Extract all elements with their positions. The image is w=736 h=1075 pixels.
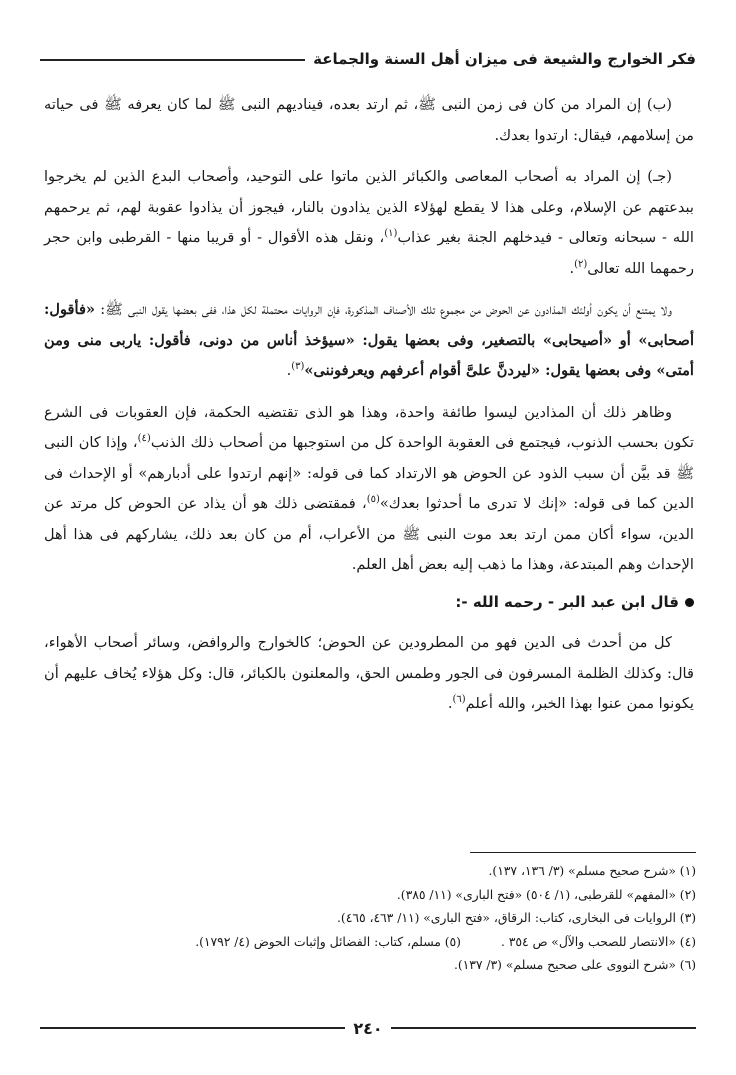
footnote-separator	[470, 852, 696, 853]
paragraph-j: (جـ) إن المراد به أصحاب المعاصى والكبائر الذين ماتوا على التوحيد، وأصحاب البدع الذين لم يخرجوا ببدعتهم عن الإسلام، وعلى هذا لا يقطع لهؤلاء الذين يذادون بالنار، فيجوز أن يذادوا عقوبة لهم، ثم يرحمهم الله - سبحانه وتعالى - فيدخلهم الجنة بغير عذاب$^{(١)}$، ونقل هذه الأقوال - أو قريبا منها - القرطبى وابن حجر رحمهما الله تعالى$^{(٢)}$.	[44, 168, 694, 277]
footnote-4: (٤) «الانتصار للصحب والآل» ص ٣٥٤ .	[500, 934, 696, 949]
footnote-5: (٥) مسلم، كتاب: الفضائل وإثبات الحوض (٤/ ١٧٩٢).	[195, 934, 461, 949]
paragraph-3: ولا يمتنع أن يكون أولئك المذادون عن الحوض من مجموع تلك الأصناف المذكورة، فإن الروايات محتملة لكل هذا، ففى بعضها يقول النبى ﷺ: «فأقول: أصحابى» أو «أصيحابى» بالتصغير، وفى بعضها يقول: «سيؤخذ أناس من دونى، فأقول: ياربى منى ومن أمتى» وفى بعضها يقول: «ليردنَّ علىَّ أقوام أعرفهم ويعرفوننى»$^{(٣)}$.	[44, 301, 694, 379]
footnotes	[44, 860, 696, 978]
footnote-2: (٢) «المفهم» للقرطبى، (١/ ٥٠٤) «فتح البارى» (١١/ ٣٨٥).	[396, 887, 696, 902]
paragraph-4: وظاهر ذلك أن المذادين ليسوا طائفة واحدة، وهذا هو الذى تقتضيه الحكمة، فإن العقوبات فى الشرع تكون بحسب الذنوب، فيجتمع فى العقوبة الواحدة كل من استوجبها من أصحاب ذلك الذنب$^{(٤)}$، وإذا كان النبى ﷺ قد بيَّن أن سبب الذود عن الحوض هو الارتداد كما فى قوله: «إنهم ارتدوا على أدبارهم» أو الإحداث فى الدين كما فى قوله: «إنك لا تدرى ما أحدثوا بعدك»$^{(٥)}$، فمقتضى ذلك هو أن يذاد عن الحوض كل مرتد عن الدين، سواء أكان ممن ارتد بعد موت النبى ﷺ من الأعراب، أم من كان بعد ذلك، يشاركهم فى هذا أهل الإحداث وهم المبتدعة، وهذا ما ذهب إليه بعض أهل العلم.	[44, 403, 694, 573]
page-number: ٢٤٠	[353, 1018, 383, 1038]
header-rule	[40, 59, 305, 61]
paragraph-b: (ب) إن المراد من كان فى زمن النبى ﷺ، ثم ارتد بعده، فيناديهم النبى ﷺ لما كان يعرفه ﷺ فى حياته من إسلامهم، فيقال: ارتدوا بعدك.	[44, 96, 694, 144]
paragraph-5: كل من أحدث فى الدين فهو من المطرودين عن الحوض؛ كالخوارج والروافض، وسائر أصحاب الأهواء، قال: وكذلك الظلمة المسرفون فى الجور وطمس الحق، والمعلنون بالكبائر، قال: وكل هؤلاء يُخاف عليهم أن يكونوا ممن عنوا بهذا الخبر، والله أعلم$^{(٦)}$.	[44, 634, 694, 712]
footer-rule-right	[391, 1027, 696, 1029]
footnote-row-4-5	[44, 931, 696, 955]
header-title: فكر الخوارج والشيعة فى ميزان أهل السنة والجماعة	[313, 50, 696, 68]
footnote-ref-2: (٢)	[574, 258, 588, 270]
main-text	[44, 90, 694, 731]
footnote-ref-4: (٤)	[137, 433, 151, 445]
footnote-ref-5: (٥)	[366, 494, 380, 506]
footnote-ref-6: (٦)	[452, 694, 466, 706]
footnote-1: (١) «شرح صحيح مسلم» (٣/ ١٣٦، ١٣٧).	[488, 864, 696, 878]
footnote-3: (٣) الروايات فى البخارى، كتاب: الرقاق، «فتح البارى» (١١/ ٤٦٣، ٤٦٥).	[337, 911, 696, 926]
section-heading: قال ابن عبد البر - رحمه الله -:	[44, 587, 694, 618]
running-header	[40, 46, 696, 72]
hadith-quote: «فأقول: أصحابى» أو «أصيحابى» بالتصغير، وفى بعضها يقول: «سيؤخذ أناس من دونى، فأقول: ياربى منى ومن أمتى» وفى بعضها يقول: «ليردنَّ علىَّ أقوام أعرفهم ويعرفوننى»	[44, 301, 694, 379]
footnote-ref-1: (١)	[384, 228, 398, 240]
page-footer	[40, 1016, 696, 1040]
footnote-ref-3: (٣)	[291, 361, 305, 373]
footnote-6: (٦) «شرح النووى على صحيح مسلم» (٣/ ١٣٧).	[453, 958, 696, 973]
footer-rule-left	[40, 1027, 345, 1029]
bullet-icon	[685, 598, 694, 607]
